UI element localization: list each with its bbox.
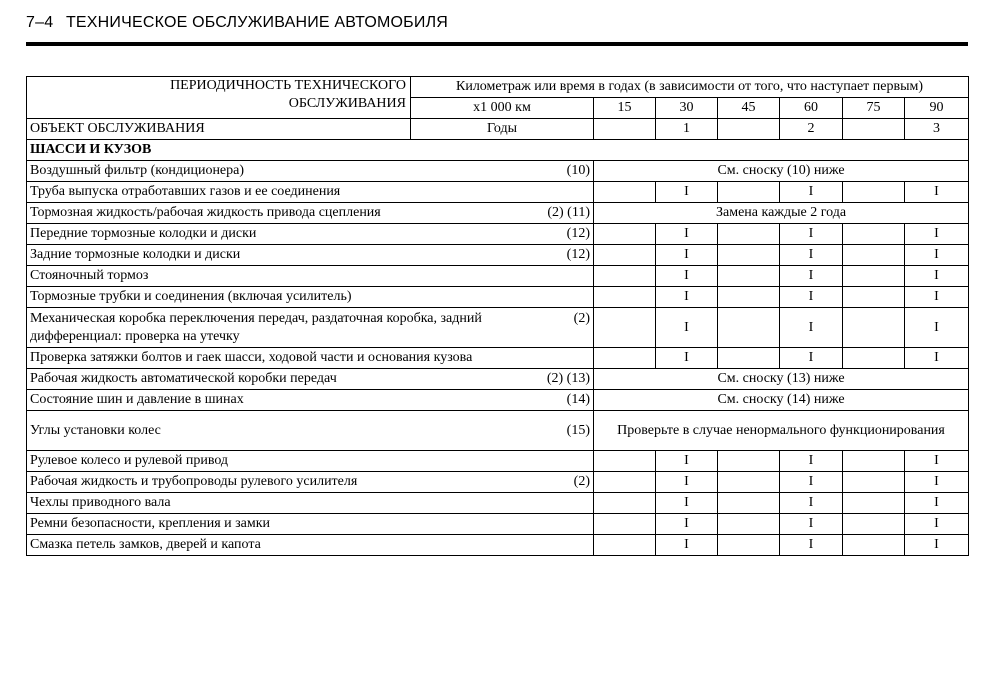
table-row [27,390,969,411]
interval-cell: I [780,308,843,348]
service-item-name: Тормозные трубки и соединения (включая усилитель) [30,289,352,304]
service-item-cell [27,348,594,369]
service-item-cell [27,535,594,556]
interval-cell: I [905,472,969,493]
interval-cell: I [656,535,718,556]
table-row [27,182,969,203]
interval-cell: I [656,514,718,535]
service-item-note: (15) [566,422,590,438]
interval-cell [843,245,905,266]
interval-cell: I [905,287,969,308]
periodicity-header-line2: ОБСЛУЖИВАНИЯ [288,96,406,111]
interval-cell: I [780,451,843,472]
interval-cell [718,266,780,287]
interval-cell: I [656,287,718,308]
interval-cell [594,182,656,203]
table-row [27,161,969,182]
interval-cell [843,348,905,369]
service-item-name: Стояночный тормоз [30,268,149,283]
table-row [27,411,969,451]
interval-cell [718,182,780,203]
interval-cell: I [656,493,718,514]
km-value: 15 [594,98,656,119]
km-value: 75 [843,98,905,119]
service-item-cell [27,472,594,493]
service-item-note: (10) [566,163,590,178]
interval-cell [594,308,656,348]
interval-cell [718,287,780,308]
interval-cell [718,514,780,535]
service-item-note: (2) [573,310,590,326]
service-item-cell [27,514,594,535]
interval-cell [594,224,656,245]
interval-cell [843,493,905,514]
service-item-name: Механическая коробка переключения передач, раздаточная коробка, задний дифференциал: проверка на утечку [30,310,482,344]
year-value: 1 [656,119,718,140]
interval-cell [843,182,905,203]
service-item-name: Передние тормозные колодки и диски [30,226,257,241]
interval-cell [594,287,656,308]
service-item-name: Рулевое колесо и рулевой привод [30,453,229,468]
interval-cell [718,245,780,266]
table-row [27,266,969,287]
section-title: ШАССИ И КУЗОВ [27,140,969,161]
periodicity-header-line1: ПЕРИОДИЧНОСТЬ ТЕХНИЧЕСКОГО [170,78,406,93]
interval-cell: I [780,287,843,308]
service-item-note: (2) (11) [547,205,590,220]
service-item-cell [27,245,594,266]
interval-note: См. сноску (14) ниже [594,390,969,411]
interval-cell [843,535,905,556]
interval-cell: I [905,514,969,535]
interval-cell: I [780,493,843,514]
service-item-cell [27,390,594,411]
interval-cell: I [656,182,718,203]
table-row [27,451,969,472]
interval-cell: I [656,245,718,266]
service-item-cell [27,266,594,287]
service-item-cell [27,161,594,182]
table-row [27,245,969,266]
interval-cell [718,472,780,493]
periodicity-header [27,77,411,119]
interval-cell: I [780,182,843,203]
interval-note: См. сноску (13) ниже [594,369,969,390]
interval-cell [843,514,905,535]
service-item-cell [27,287,594,308]
table-row [27,493,969,514]
interval-cell: I [905,245,969,266]
service-item-name: Проверка затяжки болтов и гаек шасси, ходовой части и основания кузова [30,350,473,365]
interval-cell: I [656,348,718,369]
service-item-cell [27,308,594,348]
service-item-note: (12) [566,247,590,262]
interval-cell [594,266,656,287]
interval-cell: I [780,535,843,556]
service-item-name: Задние тормозные колодки и диски [30,247,241,262]
service-item-cell [27,224,594,245]
interval-cell: I [780,348,843,369]
service-item-name: Рабочая жидкость автоматической коробки передач [30,371,337,386]
service-item-cell [27,411,594,451]
year-value [718,119,780,140]
table-row [27,369,969,390]
interval-cell: I [780,266,843,287]
service-item-name: Смазка петель замков, дверей и капота [30,537,261,552]
service-item-name: Труба выпуска отработавших газов и ее соединения [30,184,341,199]
years-label: Годы [411,119,594,140]
table-row [27,224,969,245]
service-item-name: Рабочая жидкость и трубопроводы рулевого усилителя [30,474,358,489]
page-title: ТЕХНИЧЕСКОЕ ОБСЛУЖИВАНИЕ АВТОМОБИЛЯ [65,14,449,31]
object-header: ОБЪЕКТ ОБСЛУЖИВАНИЯ [27,119,411,140]
interval-cell: I [905,451,969,472]
service-item-name: Углы установки колес [30,422,161,438]
service-item-note: (2) [573,474,590,489]
maintenance-schedule-table [26,76,969,556]
interval-cell: I [780,224,843,245]
year-value: 3 [905,119,969,140]
service-item-cell [27,369,594,390]
interval-cell: I [656,308,718,348]
service-item-cell [27,182,594,203]
service-item-note: (2) (13) [546,371,590,386]
interval-cell: I [905,493,969,514]
table-row [27,203,969,224]
interval-cell: I [905,182,969,203]
interval-cell: I [780,245,843,266]
table-row [27,514,969,535]
interval-cell [594,348,656,369]
service-item-name: Ремни безопасности, крепления и замки [30,516,271,531]
interval-cell [718,451,780,472]
interval-cell [843,451,905,472]
interval-cell: I [656,266,718,287]
service-item-name: Тормозная жидкость/рабочая жидкость привода сцепления [30,205,381,220]
interval-cell: I [656,451,718,472]
interval-cell [594,472,656,493]
interval-cell [594,451,656,472]
interval-cell [718,224,780,245]
mileage-caption: Километраж или время в годах (в зависимости от того, что наступает первым) [411,77,969,98]
interval-note: Проверьте в случае ненормального функционирования [594,411,969,451]
interval-cell: I [780,514,843,535]
interval-cell [718,493,780,514]
service-item-name: Состояние шин и давление в шинах [30,392,244,407]
interval-note: См. сноску (10) ниже [594,161,969,182]
interval-cell [718,308,780,348]
interval-cell: I [905,266,969,287]
service-item-cell [27,493,594,514]
page-header [26,14,448,32]
page-number: 7–4 [26,14,54,31]
service-item-name: Чехлы приводного вала [30,495,171,510]
interval-cell: I [905,348,969,369]
table-row [27,472,969,493]
km-value: 60 [780,98,843,119]
year-value: 2 [780,119,843,140]
km-label: x1 000 км [411,98,594,119]
interval-cell [594,514,656,535]
interval-cell [843,287,905,308]
header-rule [26,42,968,46]
table-row [27,535,969,556]
interval-cell: I [780,472,843,493]
service-item-name: Воздушный фильтр (кондиционера) [30,163,245,178]
interval-cell [843,308,905,348]
service-item-note: (14) [566,392,590,407]
interval-note: Замена каждые 2 года [594,203,969,224]
km-value: 30 [656,98,718,119]
year-value [843,119,905,140]
table-row [27,348,969,369]
interval-cell [843,472,905,493]
interval-cell: I [656,224,718,245]
section-row [27,140,969,161]
service-item-cell [27,203,594,224]
interval-cell: I [905,535,969,556]
table-row [27,287,969,308]
interval-cell [594,535,656,556]
service-item-note: (12) [566,226,590,241]
interval-cell: I [656,472,718,493]
service-item-cell [27,451,594,472]
km-value: 45 [718,98,780,119]
table-row [27,308,969,348]
interval-cell: I [905,308,969,348]
km-value: 90 [905,98,969,119]
interval-cell [843,266,905,287]
interval-cell [594,245,656,266]
interval-cell [718,535,780,556]
interval-cell [718,348,780,369]
interval-cell [843,224,905,245]
interval-cell [594,493,656,514]
year-value [594,119,656,140]
interval-cell: I [905,224,969,245]
